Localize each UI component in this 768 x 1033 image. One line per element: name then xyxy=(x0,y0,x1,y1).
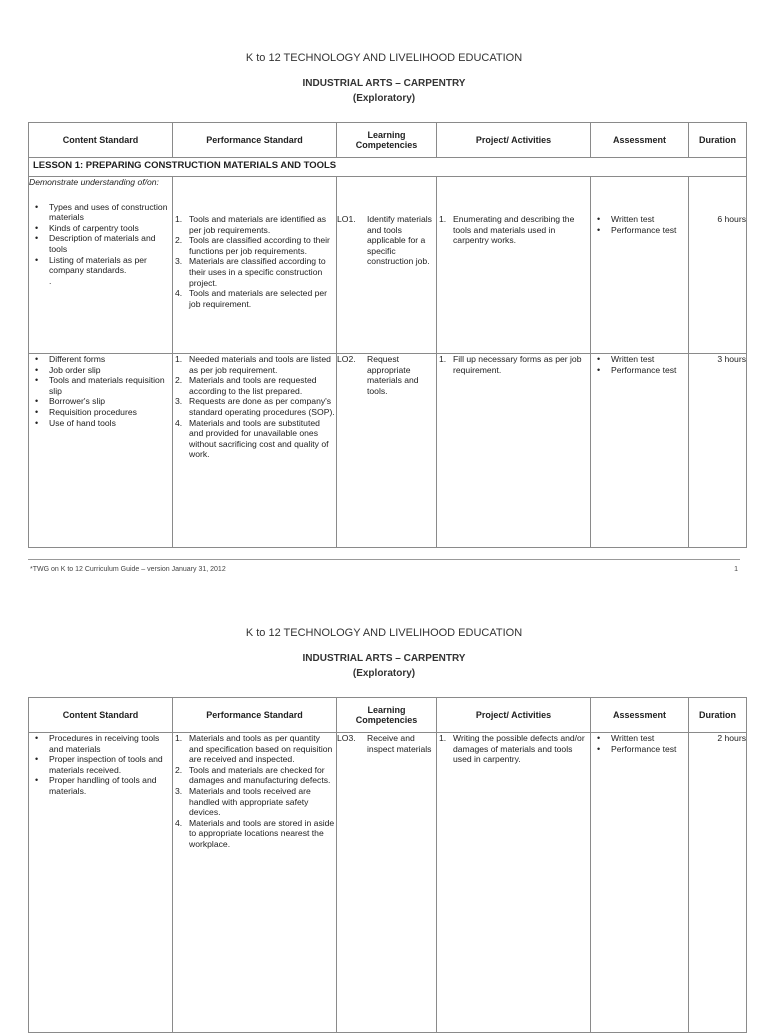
assessment-cell xyxy=(591,354,689,548)
assessment-cell xyxy=(591,177,689,354)
list-item: 2. Tools and materials are checked for damages and manufacturing defects. xyxy=(189,765,336,786)
list-item: 1. Needed materials and tools are listed as per job requirement. xyxy=(189,354,336,375)
list-item: • Use of hand tools xyxy=(49,418,172,429)
table-row xyxy=(29,733,747,1033)
lo-text: Receive and inspect materials xyxy=(367,733,432,754)
list-item: 2. Materials and tools are requested according to the list prepared. xyxy=(189,375,336,396)
document-subtitle-exploratory: (Exploratory) xyxy=(352,93,416,104)
lo-code: LO1. xyxy=(337,214,356,224)
list-item: • Listing of materials as per company standards. xyxy=(49,255,172,276)
duration-cell: 6 hours xyxy=(689,177,747,354)
document-subtitle-exploratory: (Exploratory) xyxy=(352,668,416,679)
curriculum-table-page-1 xyxy=(28,122,747,548)
lesson-title: LESSON 1: PREPARING CONSTRUCTION MATERIALS AND TOOLS xyxy=(29,158,747,177)
table-header-row xyxy=(29,698,747,733)
performance-standard-cell xyxy=(173,354,337,548)
list-item: 4. Materials and tools are substituted and provided for unavailable ones without sacrificing cost and quality of work. xyxy=(189,418,336,460)
lo-text: Request appropriate materials and tools. xyxy=(367,354,419,396)
content-standard-cell xyxy=(29,177,173,354)
curriculum-table-page-2 xyxy=(28,697,747,1033)
document-page-2 xyxy=(0,590,768,1024)
list-item: • Borrower's slip xyxy=(49,396,172,407)
table-header-row xyxy=(29,123,747,158)
header-performance-standard: Performance Standard xyxy=(173,698,337,733)
page-number: 1 xyxy=(734,566,738,573)
list-item: • Written test xyxy=(611,214,688,225)
learning-competency-cell xyxy=(337,733,437,1033)
header-learning-competencies: Learning Competencies xyxy=(337,698,437,733)
list-item: 3. Materials are classified according to their uses in a specific construction project. xyxy=(189,256,336,288)
content-standard-cell xyxy=(29,733,173,1033)
document-subtitle: INDUSTRIAL ARTS – CARPENTRY xyxy=(302,653,466,664)
header-content-standard: Content Standard xyxy=(29,698,173,733)
performance-standard-cell xyxy=(173,177,337,354)
header-project-activities: Project/ Activities xyxy=(437,698,591,733)
document-title: K to 12 TECHNOLOGY AND LIVELIHOOD EDUCATION xyxy=(245,627,523,639)
list-item: • Written test xyxy=(611,354,688,365)
list-item: • Job order slip xyxy=(49,365,172,376)
footer-divider xyxy=(28,559,740,560)
header-content-standard: Content Standard xyxy=(29,123,173,158)
list-item: • Performance test xyxy=(611,744,688,755)
list-item: 4. Tools and materials are selected per job requirement. xyxy=(189,288,336,309)
lo-code: LO3. xyxy=(337,733,356,743)
learning-competency-cell xyxy=(337,354,437,548)
list-item: • Proper inspection of tools and materials received. xyxy=(49,754,172,775)
document-title: K to 12 TECHNOLOGY AND LIVELIHOOD EDUCATION xyxy=(245,52,523,64)
lo-code: LO2. xyxy=(337,354,356,364)
lesson-row xyxy=(29,158,747,177)
duration-cell: 2 hours xyxy=(689,733,747,1033)
page-footer: *TWG on K to 12 Curriculum Guide – version January 31, 2012 xyxy=(30,566,226,573)
list-item: • Types and uses of construction materials xyxy=(49,202,172,223)
header-duration: Duration xyxy=(689,123,747,158)
content-standard-cell xyxy=(29,354,173,548)
list-item: 1. Enumerating and describing the tools and materials used in carpentry works. xyxy=(453,214,590,246)
list-item: • Performance test xyxy=(611,225,688,236)
list-item: • Different forms xyxy=(49,354,172,365)
lo-text: Identify materials and tools applicable for a specific construction job. xyxy=(367,214,432,267)
header-assessment: Assessment xyxy=(591,123,689,158)
assessment-cell xyxy=(591,733,689,1033)
table-row xyxy=(29,177,747,354)
list-item: • Written test xyxy=(611,733,688,744)
list-item: • Procedures in receiving tools and materials xyxy=(49,733,172,754)
list-item: • Proper handling of tools and materials. xyxy=(49,775,172,796)
list-item: 1. Materials and tools as per quantity and specification based on requisition are received and inspected. xyxy=(189,733,336,765)
header-project-activities: Project/ Activities xyxy=(437,123,591,158)
content-trailing-mark: . xyxy=(49,275,52,286)
table-row xyxy=(29,354,747,548)
project-activities-cell xyxy=(437,177,591,354)
list-item: • Requisition procedures xyxy=(49,407,172,418)
list-item: 1. Writing the possible defects and/or damages of materials and tools used in carpentry. xyxy=(453,733,590,765)
list-item: 4. Materials and tools are stored in aside to appropriate locations nearest the workplace. xyxy=(189,818,336,850)
project-activities-cell xyxy=(437,733,591,1033)
project-activities-cell xyxy=(437,354,591,548)
header-duration: Duration xyxy=(689,698,747,733)
content-intro: Demonstrate understanding of/on: xyxy=(29,177,159,187)
list-item: • Tools and materials requisition slip xyxy=(49,375,172,396)
duration-cell: 3 hours xyxy=(689,354,747,548)
list-item: 3. Requests are done as per company's standard operating procedures (SOP). xyxy=(189,396,336,417)
header-assessment: Assessment xyxy=(591,698,689,733)
document-subtitle: INDUSTRIAL ARTS – CARPENTRY xyxy=(302,78,466,89)
learning-competency-cell xyxy=(337,177,437,354)
header-performance-standard: Performance Standard xyxy=(173,123,337,158)
list-item: 1. Tools and materials are identified as per job requirements. xyxy=(189,214,336,235)
list-item: • Kinds of carpentry tools xyxy=(49,223,172,234)
list-item: 1. Fill up necessary forms as per job requirement. xyxy=(453,354,590,375)
list-item: 2. Tools are classified according to their functions per job requirements. xyxy=(189,235,336,256)
header-learning-competencies: Learning Competencies xyxy=(337,123,437,158)
performance-standard-cell xyxy=(173,733,337,1033)
list-item: • Performance test xyxy=(611,365,688,376)
list-item: • Description of materials and tools xyxy=(49,233,172,254)
list-item: 3. Materials and tools received are handled with appropriate safety devices. xyxy=(189,786,336,818)
